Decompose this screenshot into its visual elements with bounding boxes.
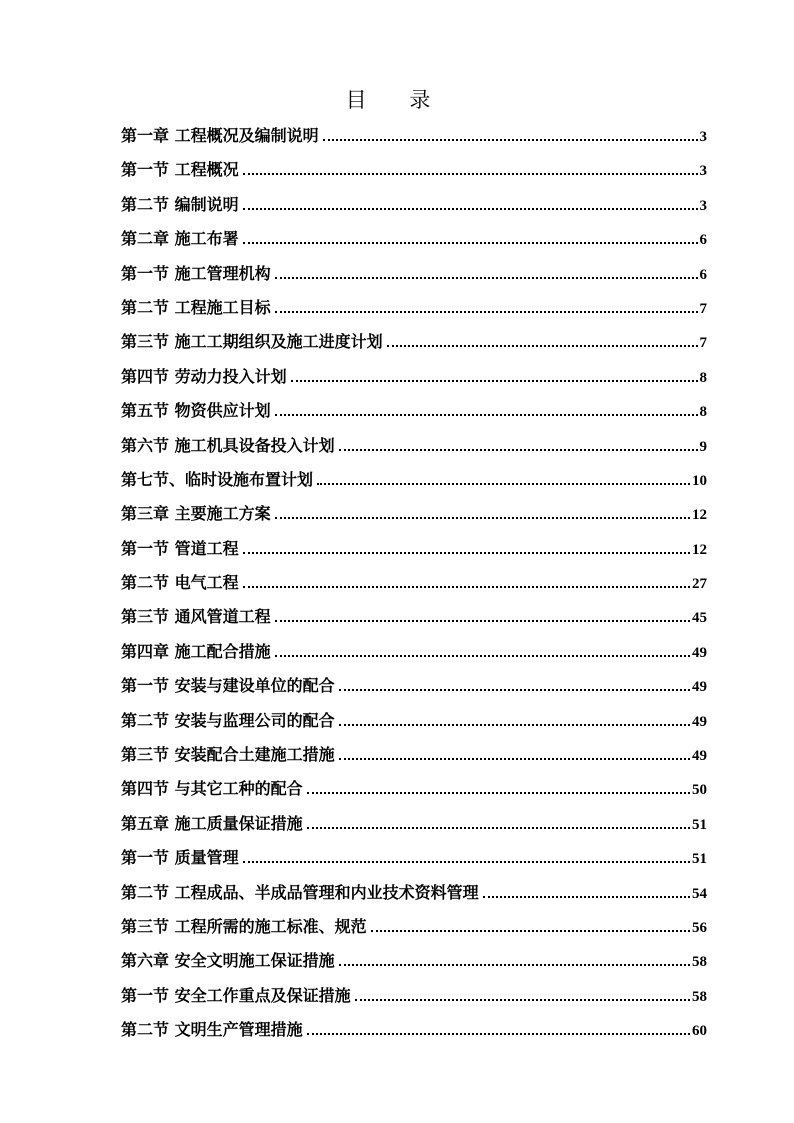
toc-entry-page-number: 3: [699, 129, 707, 145]
toc-entry-label: 第二节 编制说明: [121, 194, 239, 214]
toc-entry-label: 第二节 工程成品、半成品管理和内业技术资料管理: [121, 882, 479, 902]
toc-entry[interactable]: [121, 432, 707, 466]
toc-entry[interactable]: [121, 879, 707, 913]
toc-entry[interactable]: [121, 260, 707, 294]
dot-leader: [243, 586, 690, 588]
toc-entry-label: 第六节 施工机具设备投入计划: [121, 435, 335, 455]
toc-entry-label: 第三节 安装配合土建施工措施: [121, 745, 335, 765]
toc-entry-label: 第三节 通风管道工程: [121, 607, 271, 627]
dot-leader: [275, 655, 690, 657]
dot-leader: [339, 964, 690, 966]
toc-entry-label: 第二节 安装与监理公司的配合: [121, 710, 335, 730]
dot-leader: [243, 861, 690, 863]
toc-entry[interactable]: [121, 707, 707, 741]
toc-entry[interactable]: [121, 363, 707, 397]
toc-entry-label: 第一节 管道工程: [121, 538, 239, 558]
toc-entry[interactable]: [121, 638, 707, 672]
toc-entry[interactable]: [121, 1016, 707, 1050]
toc-entry[interactable]: [121, 466, 707, 500]
toc-entry-page-number: 49: [692, 748, 707, 765]
toc-entry[interactable]: [121, 122, 707, 156]
toc-entry-page-number: 8: [699, 404, 707, 421]
toc-entry-page-number: 51: [692, 851, 707, 868]
toc-entry-page-number: 3: [699, 197, 707, 214]
dot-leader: [307, 827, 690, 829]
toc-entry-label: 第一节 施工管理机构: [121, 263, 271, 283]
page-title: 目 录: [345, 88, 449, 112]
toc-entry-page-number: 60: [692, 1023, 707, 1040]
dot-leader: [291, 380, 698, 382]
toc-entry-label: 第二章 施工布署: [121, 229, 239, 249]
dot-leader: [275, 311, 698, 313]
toc-entry[interactable]: [121, 397, 707, 431]
toc-entry-page-number: 7: [699, 335, 707, 352]
dot-leader: [307, 792, 690, 794]
toc-entry[interactable]: [121, 294, 707, 328]
toc-entry[interactable]: [121, 913, 707, 947]
toc-entry[interactable]: [121, 225, 707, 259]
toc-entry-page-number: 6: [699, 266, 707, 283]
toc-entry-label: 第一章 工程概况及编制说明: [121, 126, 319, 145]
toc-entry-label: 第二节 文明生产管理措施: [121, 1020, 303, 1040]
dot-leader: [339, 758, 690, 760]
dot-leader: [371, 930, 690, 932]
dot-leader: [275, 517, 690, 519]
dot-leader: [243, 208, 698, 210]
toc-entry[interactable]: [121, 328, 707, 362]
toc-entry[interactable]: [121, 191, 707, 225]
dot-leader: [275, 277, 698, 279]
dot-leader: [275, 414, 698, 416]
toc-entry-page-number: 49: [692, 679, 707, 696]
toc-entry[interactable]: [121, 947, 707, 981]
toc-entry-page-number: 3: [699, 163, 707, 180]
toc-entry[interactable]: [121, 982, 707, 1016]
toc-entry[interactable]: [121, 156, 707, 190]
toc-entry-page-number: 8: [699, 369, 707, 386]
toc-entry-page-number: 12: [692, 507, 707, 524]
toc-entry[interactable]: [121, 603, 707, 637]
toc-entry-page-number: 49: [692, 644, 707, 661]
toc-entry-page-number: 54: [692, 885, 707, 902]
toc-entry-page-number: 10: [692, 472, 707, 489]
toc-entry-page-number: 58: [692, 954, 707, 971]
toc-entry-label: 第一节 安装与建设单位的配合: [121, 676, 335, 696]
toc-entry[interactable]: [121, 775, 707, 809]
toc-entry-page-number: 7: [699, 300, 707, 317]
toc-entry-label: 第一节 质量管理: [121, 848, 239, 868]
toc-entry-label: 第五章 施工质量保证措施: [121, 813, 303, 833]
dot-leader: [275, 620, 690, 622]
toc-entry[interactable]: [121, 844, 707, 878]
toc-entry-page-number: 9: [699, 438, 707, 455]
toc-entry-page-number: 12: [692, 541, 707, 558]
toc-entry-label: 第一节 安全工作重点及保证措施: [121, 985, 351, 1005]
dot-leader: [323, 139, 698, 141]
toc-entry-page-number: 51: [692, 816, 707, 833]
toc-entry-label: 第四节 与其它工种的配合: [121, 779, 303, 799]
toc-entry[interactable]: [121, 741, 707, 775]
toc-entry-label: 第二节 工程施工目标: [121, 297, 271, 317]
toc-entry-label: 第三节 施工工期组织及施工进度计划: [121, 332, 383, 352]
toc-entry-page-number: 50: [692, 782, 707, 799]
dot-leader: [243, 173, 698, 175]
dot-leader: [339, 689, 690, 691]
toc-entry-label: 第四节 劳动力投入计划: [121, 366, 287, 386]
toc-entry-label: 第一节 工程概况: [121, 160, 239, 180]
dot-leader: [339, 724, 690, 726]
toc-entry-label: 第二节 电气工程: [121, 573, 239, 593]
dot-leader: [317, 483, 690, 485]
dot-leader: [307, 1033, 690, 1035]
toc-entry-label: 第五节 物资供应计划: [121, 401, 271, 421]
toc-entry-page-number: 49: [692, 713, 707, 730]
dot-leader: [243, 552, 690, 554]
dot-leader: [355, 999, 690, 1001]
toc-entry-page-number: 6: [699, 232, 707, 249]
toc-entry[interactable]: [121, 672, 707, 706]
table-of-contents: [121, 122, 707, 1051]
toc-entry[interactable]: [121, 500, 707, 534]
toc-entry-label: 第三节 工程所需的施工标准、规范: [121, 916, 367, 936]
dot-leader: [243, 242, 698, 244]
toc-entry-page-number: 27: [692, 576, 707, 593]
toc-entry-page-number: 56: [692, 919, 707, 936]
toc-entry-label: 第四章 施工配合措施: [121, 641, 271, 661]
toc-entry[interactable]: [121, 569, 707, 603]
toc-entry[interactable]: [121, 535, 707, 569]
dot-leader: [387, 345, 698, 347]
toc-entry-page-number: 45: [692, 610, 707, 627]
dot-leader: [339, 449, 698, 451]
toc-entry-label: 第三章 主要施工方案: [121, 504, 271, 524]
toc-entry-label: 第七节、临时设施布置计划: [121, 469, 314, 489]
toc-entry[interactable]: [121, 810, 707, 844]
toc-entry-label: 第六章 安全文明施工保证措施: [121, 951, 335, 971]
dot-leader: [483, 896, 690, 898]
toc-entry-page-number: 58: [692, 988, 707, 1005]
